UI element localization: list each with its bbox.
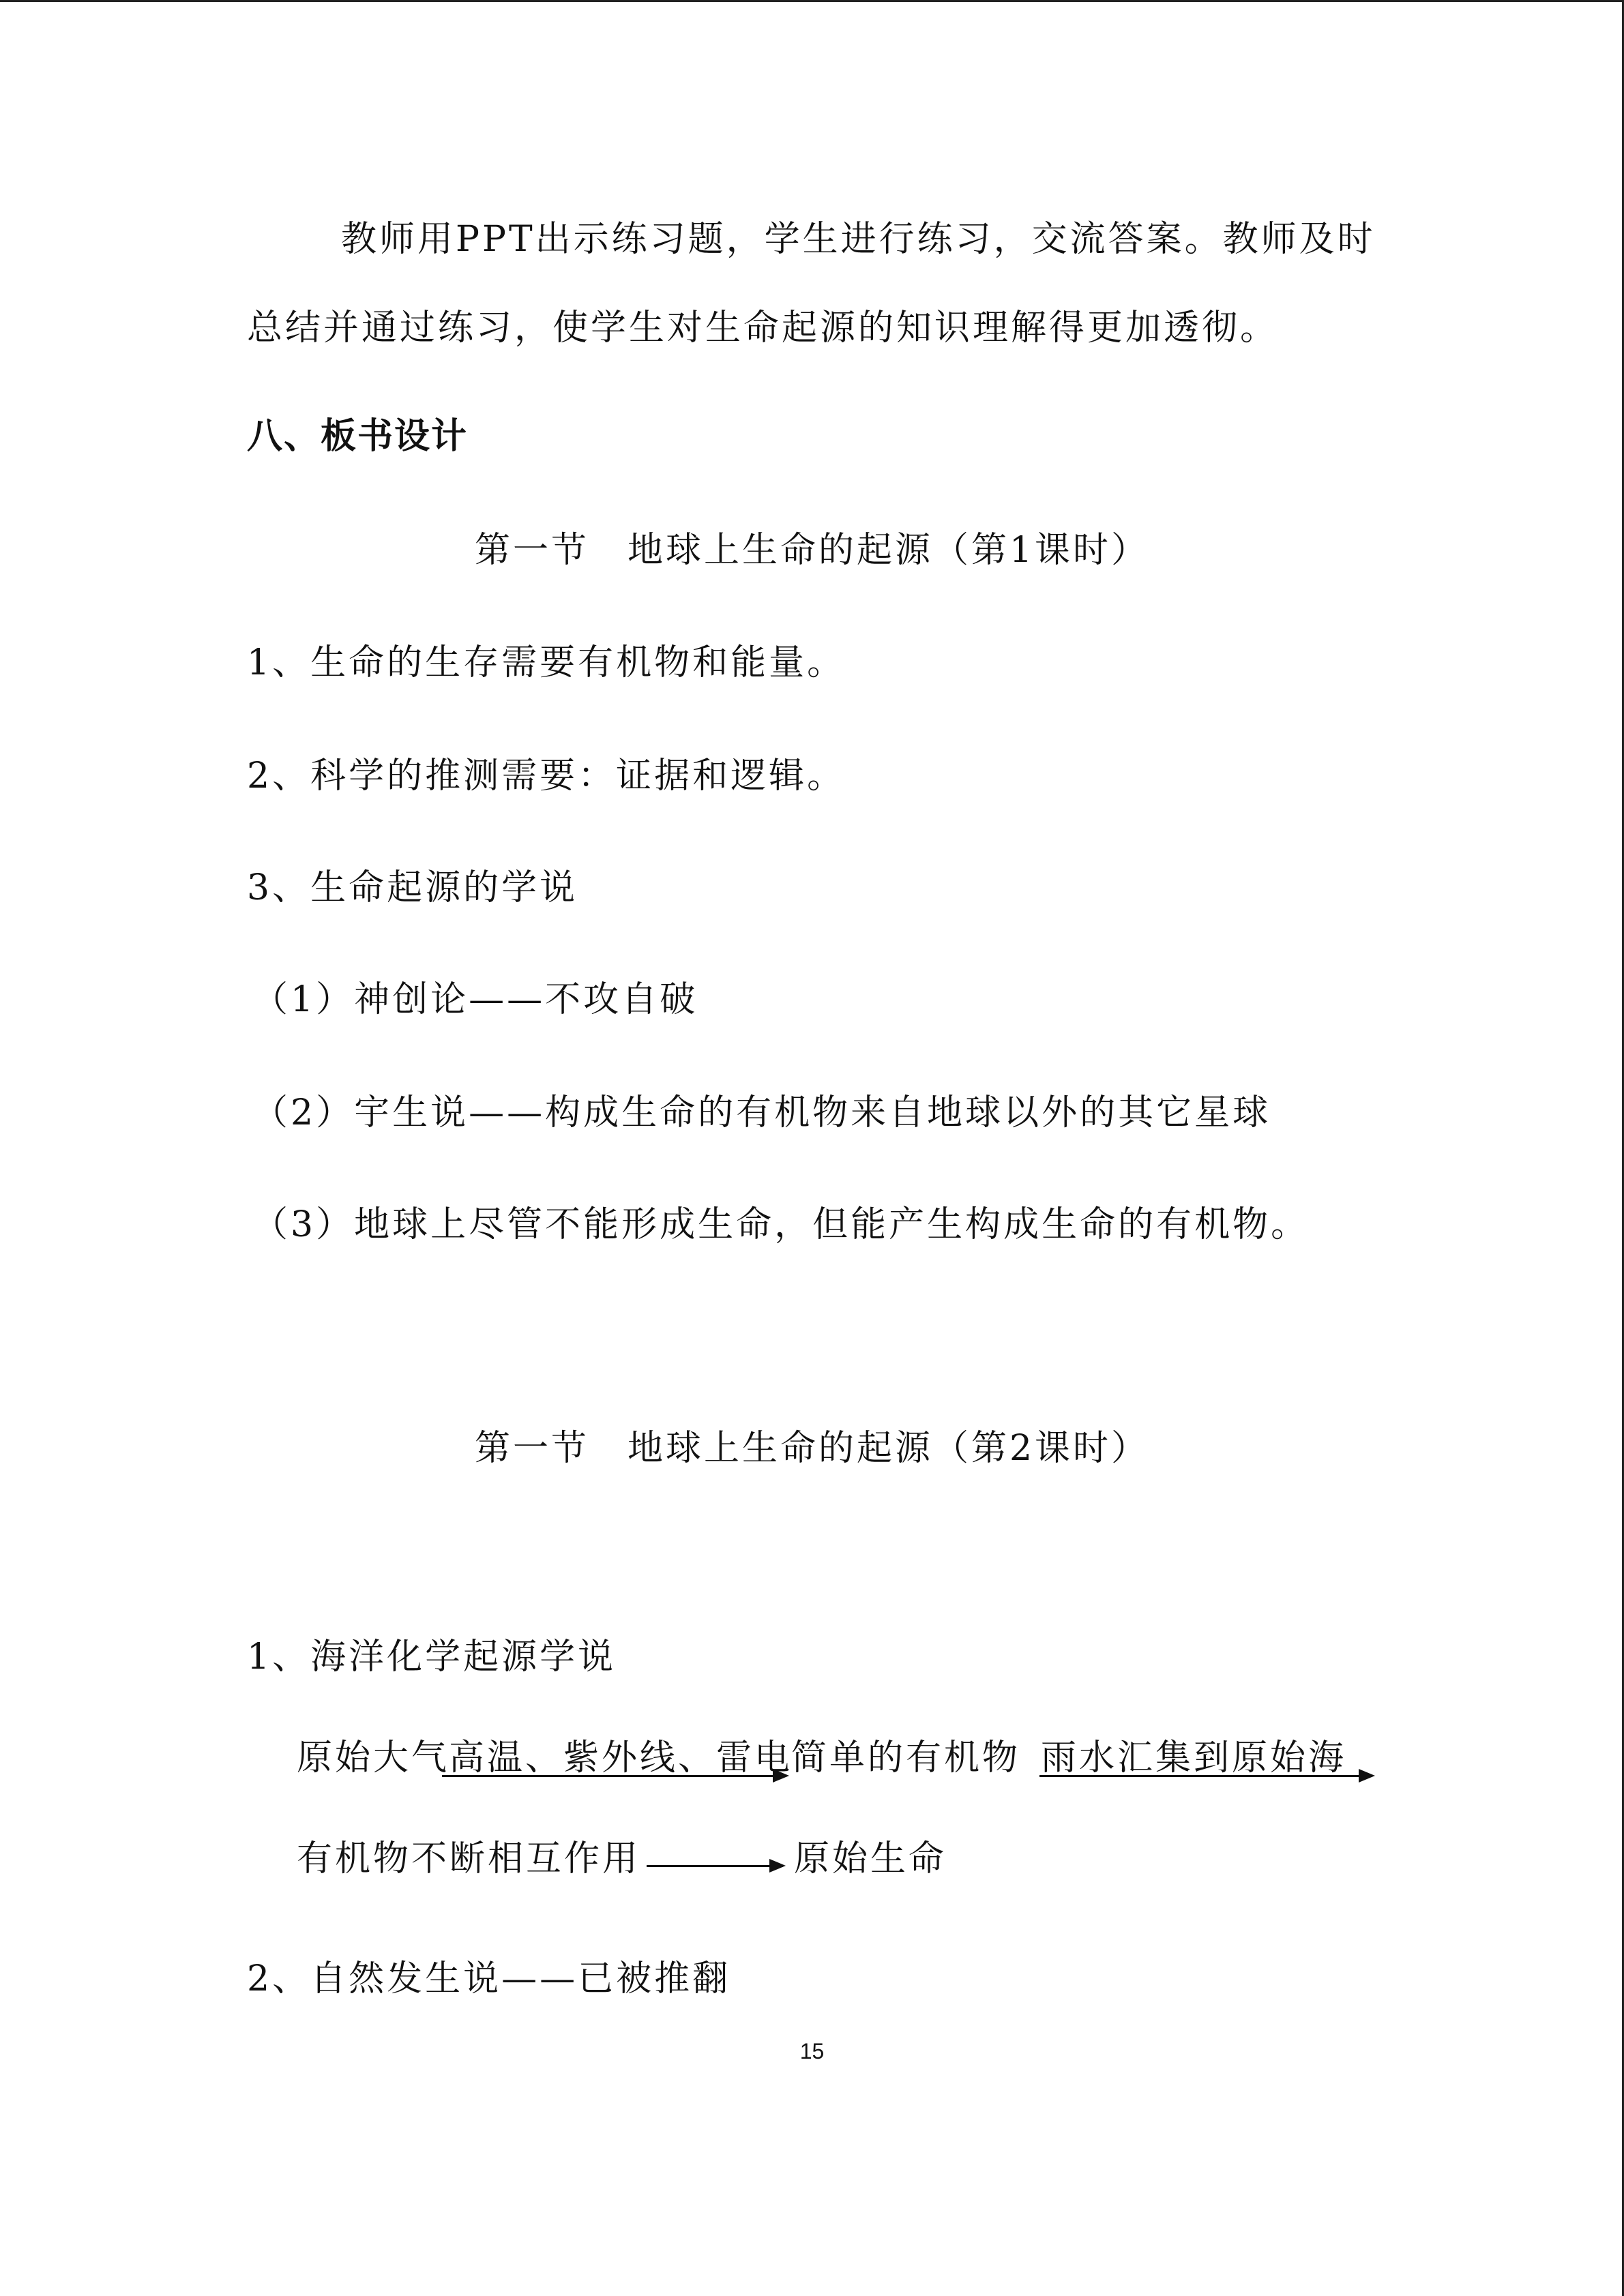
page-number: 15	[799, 2039, 825, 2063]
lesson1-item-2: 2、科学的推测需要：证据和逻辑。	[247, 756, 846, 796]
paragraph-line-1: 教师用PPT出示练习题，学生进行练习，交流答案。教师及时	[341, 219, 1376, 260]
top-border	[0, 0, 1624, 2]
flow-step1-condition: 高温、紫外线、雷电	[449, 1738, 793, 1778]
lesson2-title: 第一节 地球上生命的起源（第2课时）	[474, 1428, 1150, 1469]
lesson1-item-3: 3、生命起源的学说	[247, 867, 578, 908]
flow-arrow-2	[1039, 1775, 1372, 1777]
section-heading: 八、板书设计	[247, 416, 469, 457]
lesson1-title: 第一节 地球上生命的起源（第1课时）	[474, 530, 1150, 571]
flow-step2-condition: 雨水汇集到原始海	[1041, 1738, 1347, 1778]
flow-arrow-1	[442, 1775, 786, 1777]
lesson2-item-1: 1、海洋化学起源学说	[247, 1637, 617, 1678]
flow-step1-result: 简单的有机物	[791, 1738, 1021, 1778]
lesson1-sub-item-1: （1）神创论——不攻自破	[252, 979, 698, 1020]
lesson1-sub-item-3: （3）地球上尽管不能形成生命，但能产生构成生命的有机物。	[252, 1204, 1310, 1245]
flow-arrow-3	[647, 1865, 783, 1867]
flow-line2-result: 原始生命	[794, 1838, 947, 1879]
lesson1-item-1: 1、生命的生存需要有机物和能量。	[247, 642, 846, 683]
lesson1-sub-item-2: （2）宇生说——构成生命的有机物来自地球以外的其它星球	[252, 1092, 1271, 1133]
lesson2-item-2: 2、自然发生说——已被推翻	[247, 1958, 731, 1999]
flow-start: 原始大气	[297, 1738, 450, 1778]
paragraph-line-2: 总结并通过练习，使学生对生命起源的知识理解得更加透彻。	[247, 308, 1279, 348]
flow-line2-start: 有机物不断相互作用	[297, 1838, 641, 1879]
